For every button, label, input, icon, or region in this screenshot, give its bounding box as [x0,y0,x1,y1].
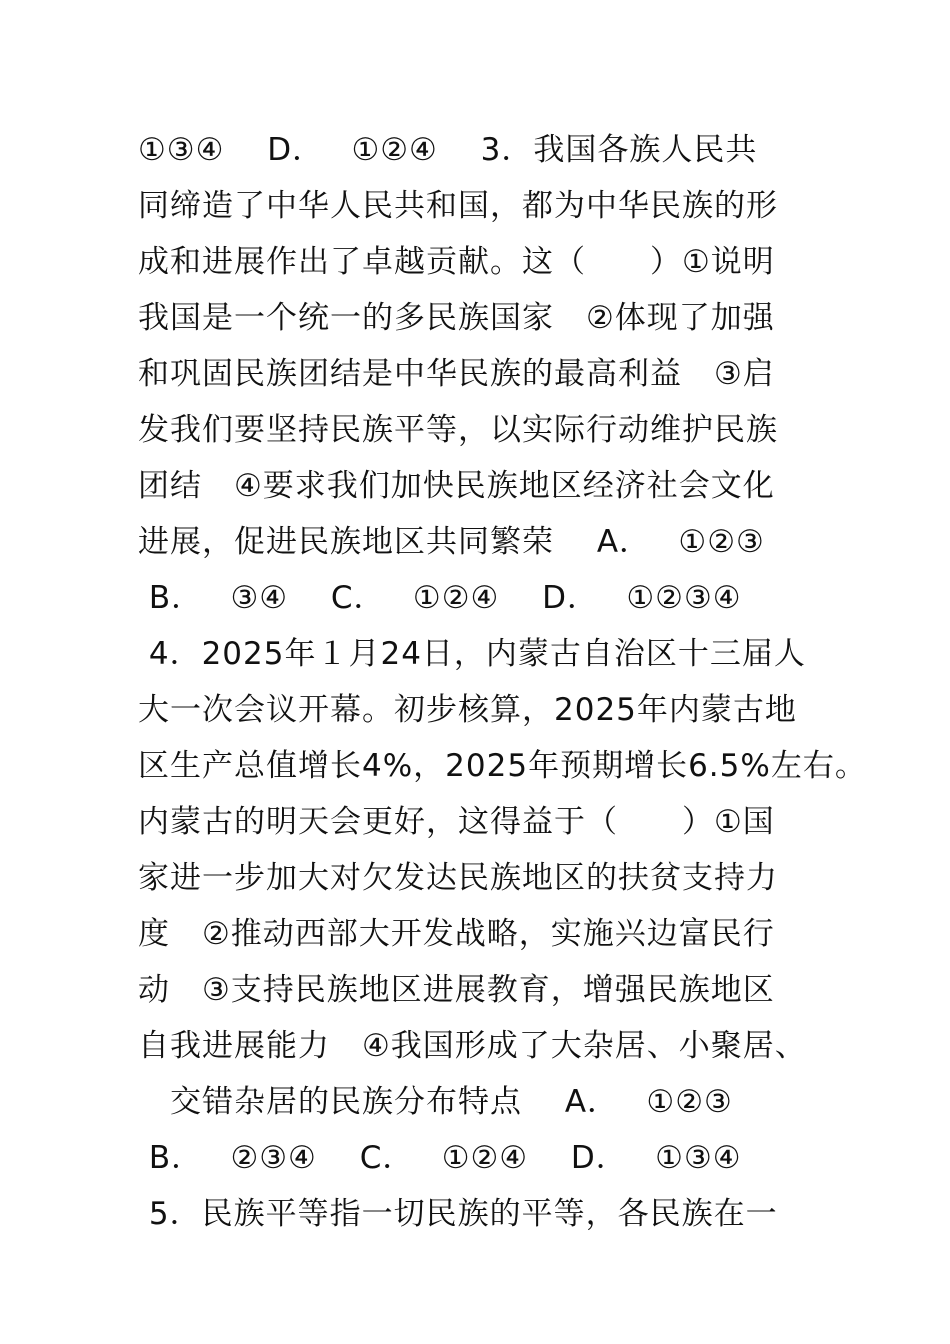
text-line: 度 ②推动西部大开发战略，实施兴边富民行 [138,916,775,952]
document-text [138,122,867,1242]
text-line: 同缔造了中华人民共和国，都为中华民族的形 [138,188,778,224]
text-line: 交错杂居的民族分布特点 A． ①②③ [138,1084,733,1120]
text-line: 动 ③支持民族地区进展教育，增强民族地区 [138,972,775,1008]
text-line: 内蒙古的明天会更好，这得益于（ ）①国 [138,804,775,840]
text-line: 自我进展能力 ④我国形成了大杂居、小聚居、 [138,1028,807,1064]
text-line: B． ②③④ C． ①②④ D． ①③④ [138,1140,742,1176]
text-line: 团结 ④要求我们加快民族地区经济社会文化 [138,468,775,504]
text-line: 家进一步加大对欠发达民族地区的扶贫支持力 [138,860,778,896]
text-line: 5．民族平等指一切民族的平等，各民族在一 [138,1196,778,1232]
text-line: 我国是一个统一的多民族国家 ②体现了加强 [138,300,775,336]
text-line: ①③④ D． ①②④ 3．我国各族人民共 [138,132,758,168]
text-line: 和巩固民族团结是中华民族的最高利益 ③启 [138,356,775,392]
text-line: 区生产总值增长4%，2025年预期增长6.5%左右。 [138,748,867,784]
text-line: B． ③④ C． ①②④ D． ①②③④ [138,580,742,616]
text-line: 成和进展作出了卓越贡献。这（ ）①说明 [138,244,775,280]
text-line: 发我们要坚持民族平等，以实际行动维护民族 [138,412,778,448]
text-line: 大一次会议开幕。初步核算，2025年内蒙古地 [138,692,797,728]
text-line: 4．2025年１月24日，内蒙古自治区十三届人 [138,636,806,672]
text-line: 进展，促进民族地区共同繁荣 A． ①②③ [138,524,765,560]
